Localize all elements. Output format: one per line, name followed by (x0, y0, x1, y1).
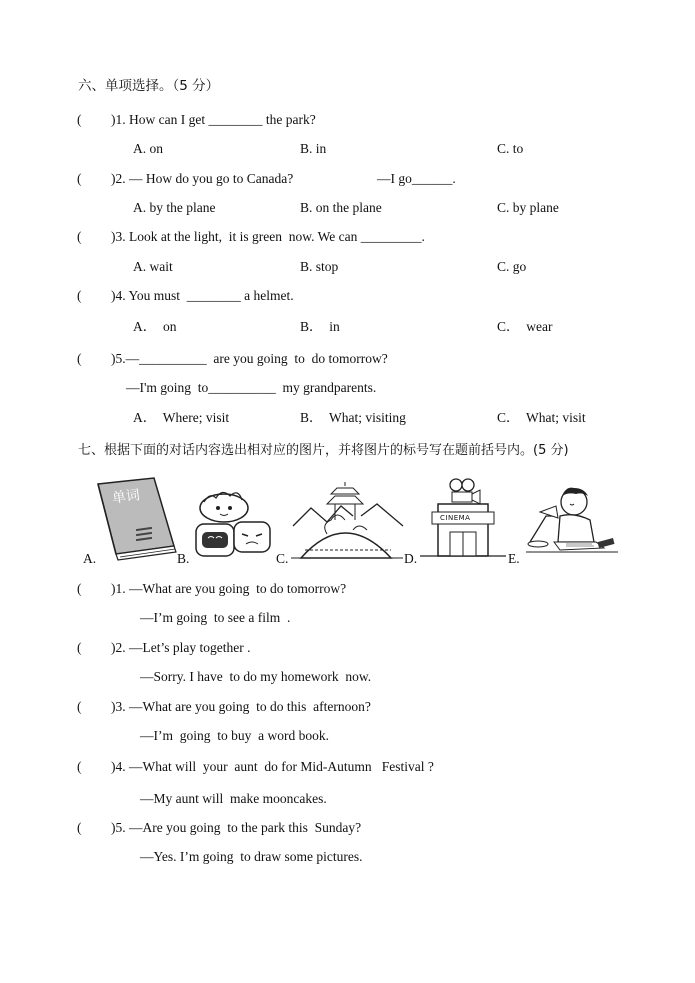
answer-paren[interactable]: ( (77, 351, 82, 366)
option-b: B． What; visiting (300, 410, 406, 425)
answer-paren[interactable]: ( (77, 229, 82, 244)
dialogue-answer: —Yes. I’m going to draw some pictures. (140, 849, 363, 864)
picture-label-a: A. (83, 551, 97, 566)
picture-label-c: C. (276, 551, 289, 566)
option-c: C. go (497, 259, 527, 274)
dialogue-answer: —My aunt will make mooncakes. (140, 791, 327, 806)
picture-label-d: D. (404, 551, 418, 566)
question-stem-reply: —I'm going to__________ my grandparents. (126, 380, 377, 395)
book-title: 单词 (111, 487, 141, 507)
answer-paren[interactable]: ( (77, 759, 82, 774)
question-stem: )4. You must ________ a helmet. (111, 288, 294, 303)
dialogue-question: )3. —What are you going to do this afternoon? (111, 699, 371, 714)
cinema-sign: CINEMA (440, 514, 471, 522)
dialogue-answer: —I’m going to see a film . (140, 610, 291, 625)
park-pavilion-icon (291, 486, 405, 562)
option-b: B． in (300, 319, 340, 334)
option-b: B. stop (300, 259, 339, 274)
picture-e (526, 482, 618, 558)
option-c: C． wear (497, 319, 553, 334)
question-stem: )1. How can I get ________ the park? (111, 112, 316, 127)
option-a: A． on (133, 319, 177, 334)
answer-paren[interactable]: ( (77, 581, 82, 596)
answer-paren[interactable]: ( (77, 112, 82, 127)
option-b: B. in (300, 141, 327, 156)
answer-paren[interactable]: ( (77, 699, 82, 714)
option-a: A. on (133, 141, 163, 156)
dialogue-question: )2. —Let’s play together . (111, 640, 251, 655)
option-c: C. to (497, 141, 524, 156)
question-stem: )3. Look at the light, it is green now. We can _________. (111, 229, 425, 244)
picture-b (190, 490, 274, 562)
section6-heading: 六、单项选择。（5 分） (78, 78, 220, 94)
picture-d (418, 478, 508, 562)
dialogue-question: )1. —What are you going to do tomorrow? (111, 581, 347, 596)
answer-paren[interactable]: ( (77, 820, 82, 835)
answer-paren[interactable]: ( (77, 640, 82, 655)
question-stem-reply: —I go______. (377, 171, 456, 186)
mooncakes-icon (190, 490, 274, 562)
question-stem: )2. — How do you go to Canada? (111, 171, 294, 186)
dialogue-answer: —Sorry. I have to do my homework now. (140, 669, 372, 684)
dialogue-question: )4. —What will your aunt do for Mid-Autumn Festival ? (111, 759, 434, 774)
question-stem: )5.—__________ are you going to do tomorrow? (111, 351, 388, 366)
option-b: B. on the plane (300, 200, 382, 215)
answer-paren[interactable]: ( (77, 288, 82, 303)
picture-a (96, 478, 178, 564)
section7-heading: 七、根据下面的对话内容选出相对应的图片，并将图片的标号写在题前括号内。(5 分) (78, 443, 569, 458)
picture-label-e: E. (508, 551, 520, 566)
option-a: A． Where; visit (133, 410, 230, 425)
option-c: C. by plane (497, 200, 559, 215)
picture-label-b: B. (177, 551, 190, 566)
option-a: A. wait (133, 259, 173, 274)
dialogue-question: )5. —Are you going to the park this Sunday? (111, 820, 362, 835)
picture-c (291, 486, 405, 562)
option-c: C． What; visit (497, 410, 586, 425)
dialogue-answer: —I’m going to buy a word book. (140, 728, 329, 743)
answer-paren[interactable]: ( (77, 171, 82, 186)
boy-drawing-icon (526, 482, 618, 558)
option-a: A. by the plane (133, 200, 216, 215)
